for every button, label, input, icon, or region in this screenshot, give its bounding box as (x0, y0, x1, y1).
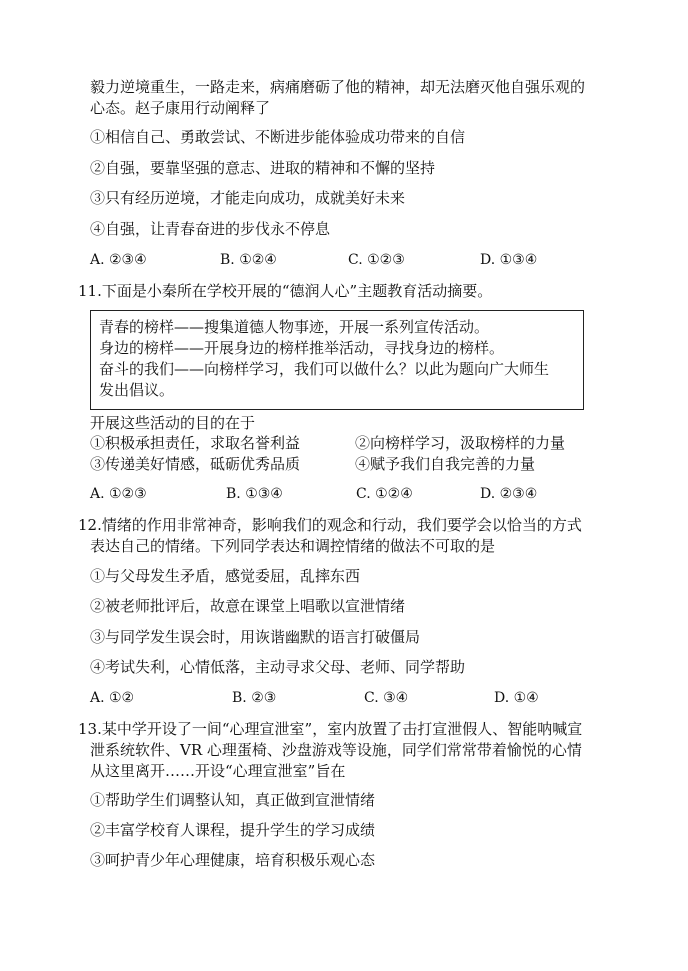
q12-item-3: ③与同学发生误会时，用诙谐幽默的语言打破僵局 (90, 628, 421, 646)
q13-item-1: ①帮助学生们调整认知，真正做到宣泄情绪 (90, 791, 376, 809)
q13-stem-line-3: 从这里离开……开设“心理宣泄室”旨在 (90, 762, 346, 780)
q11-option-d[interactable]: D. ②③④ (480, 486, 538, 502)
q11-question: 开展这些活动的目的在于 (90, 414, 256, 432)
q10-option-c[interactable]: C. ①②③ (348, 252, 405, 268)
q10-item-1: ①相信自己、勇敢尝试、不断进步能体验成功带来的自信 (90, 128, 466, 146)
q10-intro-line-2: 心态。赵子康用行动阐释了 (90, 99, 271, 117)
q11-option-c[interactable]: C. ①②④ (356, 486, 413, 502)
q10-option-a[interactable]: A. ②③④ (90, 252, 147, 268)
q10-option-b[interactable]: B. ①②④ (220, 252, 277, 268)
q11-stem: 11.下面是小秦所在学校开展的“德润人心”主题教育活动摘要。 (78, 282, 493, 300)
q11-box-line-1: 青春的榜样——搜集道德人物事迹，开展一系列宣传活动。 (99, 318, 490, 336)
q12-stem-line-2: 表达自己的情绪。下列同学表达和调控情绪的做法不可取的是 (90, 537, 496, 555)
q12-option-c[interactable]: C. ③④ (364, 690, 409, 706)
q10-item-2: ②自强，要靠坚强的意志、进取的精神和不懈的坚持 (90, 159, 436, 177)
q11-activity-box (90, 310, 584, 410)
q11-item-2: ②向榜样学习，汲取榜样的力量 (355, 434, 566, 452)
q11-box-line-3: 奋斗的我们——向榜样学习，我们可以做什么？以此为题向广大师生 (99, 360, 550, 378)
q11-option-b[interactable]: B. ①③④ (226, 486, 283, 502)
q10-item-3: ③只有经历逆境，才能走向成功，成就美好未来 (90, 189, 406, 207)
q12-option-b[interactable]: B. ②③ (232, 690, 277, 706)
q11-item-3: ③传递美好情感，砥砺优秀品质 (90, 455, 301, 473)
q11-item-4: ④赋予我们自我完善的力量 (355, 455, 536, 473)
q13-item-2: ②丰富学校育人课程，提升学生的学习成绩 (90, 821, 376, 839)
q12-options (90, 688, 590, 708)
q11-options (90, 484, 590, 504)
q10-intro-line-1: 毅力逆境重生，一路走来，病痛磨砺了他的精神，却无法磨灭他自强乐观的 (90, 78, 586, 96)
q11-option-a[interactable]: A. ①②③ (90, 486, 147, 502)
q12-option-a[interactable]: A. ①② (90, 690, 135, 706)
q12-item-4: ④考试失利，心情低落，主动寻求父母、老师、同学帮助 (90, 658, 466, 676)
q12-stem-line-1: 12.情绪的作用非常神奇，影响我们的观念和行动，我们要学会以恰当的方式 (78, 516, 582, 534)
q11-box-line-2: 身边的榜样——开展身边的榜样推举活动，寻找身边的榜样。 (99, 339, 505, 357)
q12-option-d[interactable]: D. ①④ (494, 690, 539, 706)
q13-stem-line-2: 泄系统软件、VR 心理蛋椅、沙盘游戏等设施，同学们常常带着愉悦的心情 (90, 741, 582, 759)
q12-item-1: ①与父母发生矛盾，感觉委屈，乱摔东西 (90, 567, 361, 585)
q11-box-line-4: 发出倡议。 (99, 381, 175, 399)
q13-stem-line-1: 13.某中学开设了一间“心理宣泄室”，室内放置了击打宣泄假人、智能呐喊宣 (78, 720, 583, 738)
q10-option-d[interactable]: D. ①③④ (480, 252, 538, 268)
q13-item-3: ③呵护青少年心理健康，培育积极乐观心态 (90, 851, 376, 869)
q10-options (90, 250, 590, 270)
q10-item-4: ④自强，让青春奋进的步伐永不停息 (90, 220, 331, 238)
q12-item-2: ②被老师批评后，故意在课堂上唱歌以宣泄情绪 (90, 597, 406, 615)
q11-item-1: ①积极承担责任，求取名誉利益 (90, 434, 301, 452)
